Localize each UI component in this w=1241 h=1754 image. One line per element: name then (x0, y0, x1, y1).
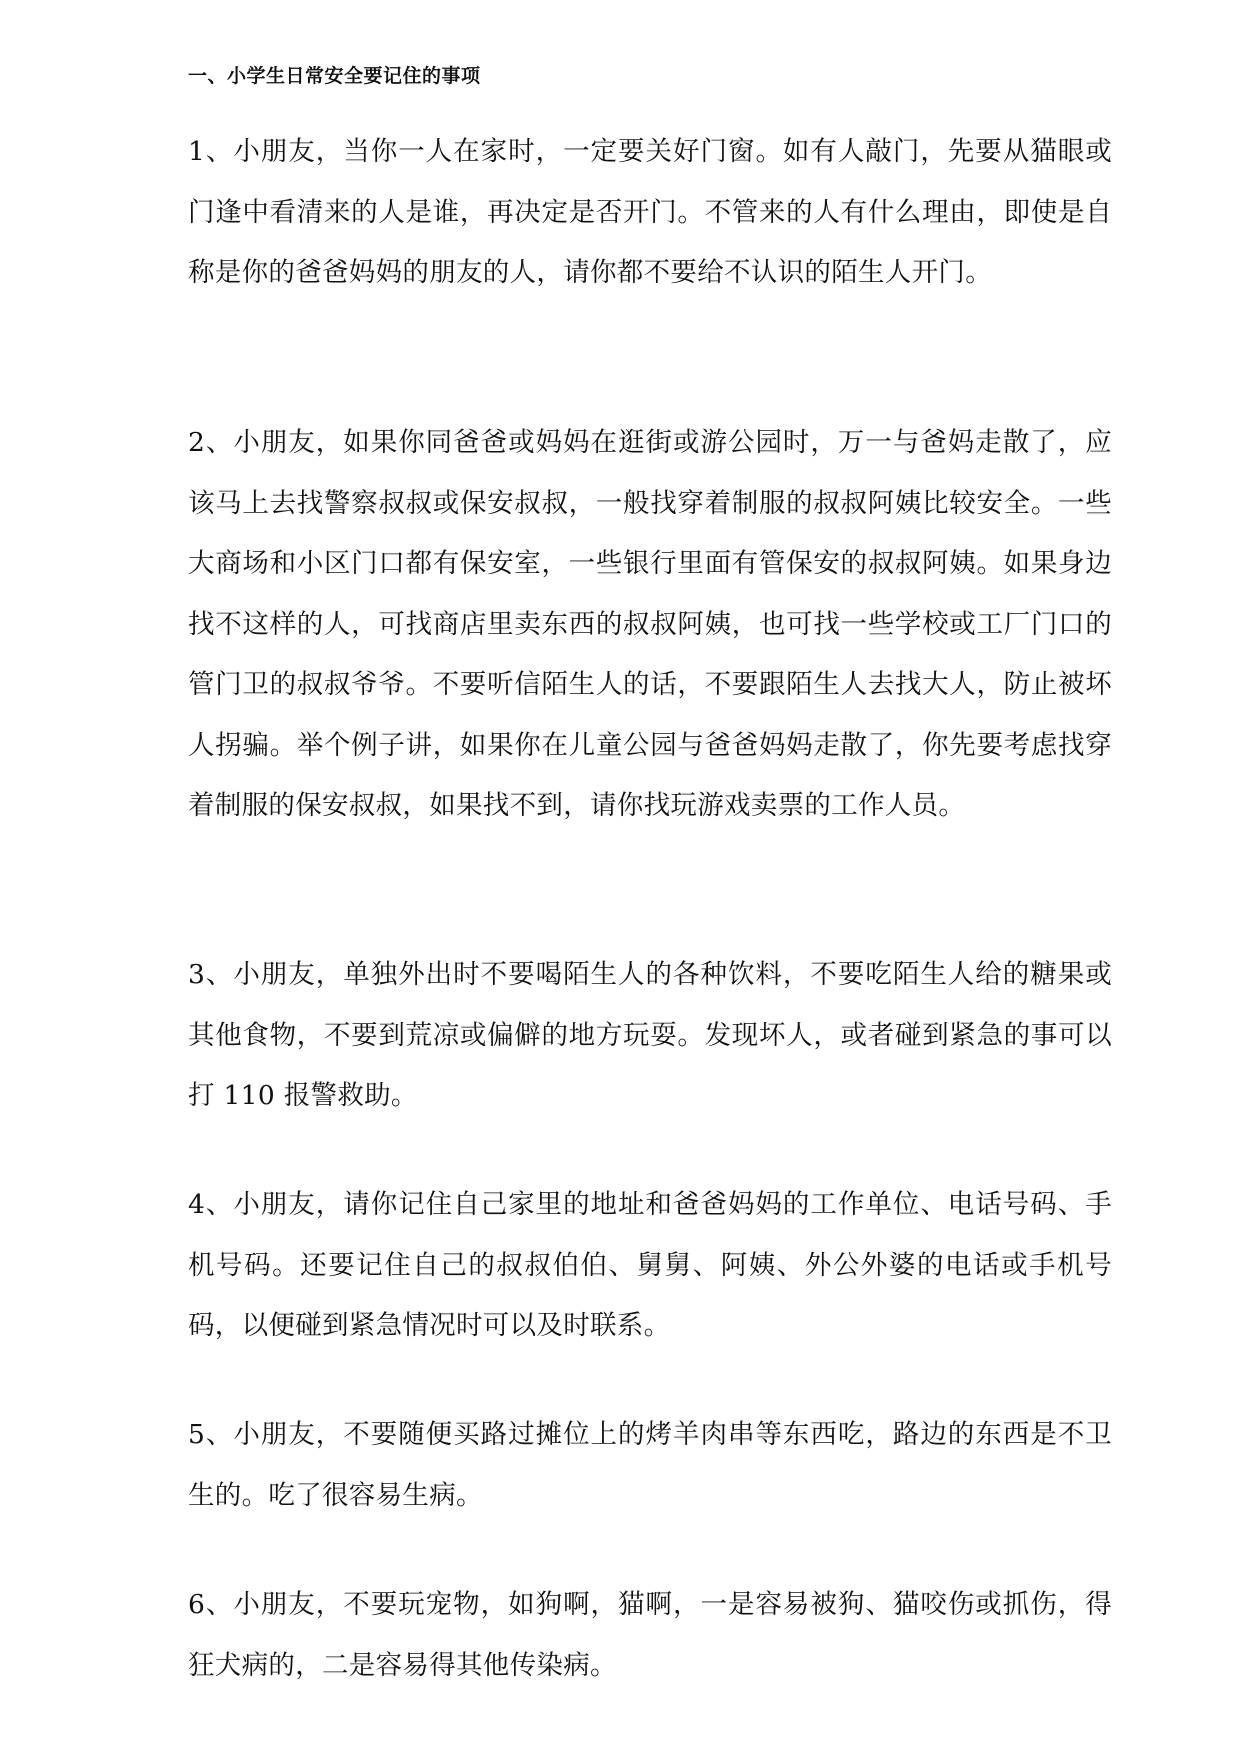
paragraph-1: 1、小朋友，当你一人在家时，一定要关好门窗。如有人敲门，先要从猫眼或门逢中看清来的人是谁，再决定是否开门。不管来的人有什么理由，即使是自称是你的爸爸妈妈的朋友的人，请你都不要给不认识的陌生人开门。 (188, 136, 1112, 288)
section-heading: 一、小学生日常安全要记住的事项 (188, 65, 481, 87)
paragraph-3: 3、小朋友，单独外出时不要喝陌生人的各种饮料，不要吃陌生人给的糖果或其他食物，不要到荒凉或偏僻的地方玩耍。发现坏人，或者碰到紧急的事可以打 110 报警救助。 (188, 959, 1112, 1111)
paragraph-5: 5、小朋友，不要随便买路过摊位上的烤羊肉串等东西吃，路边的东西是不卫生的。吃了很容易生病。 (188, 1419, 1112, 1511)
paragraph-4: 4、小朋友，请你记住自己家里的地址和爸爸妈妈的工作单位、电话号码、手机号码。还要记住自己的叔叔伯伯、舅舅、阿姨、外公外婆的电话或手机号码，以便碰到紧急情况时可以及时联系。 (188, 1189, 1112, 1341)
paragraph-2: 2、小朋友，如果你同爸爸或妈妈在逛街或游公园时，万一与爸妈走散了，应该马上去找警察叔叔或保安叔叔，一般找穿着制服的叔叔阿姨比较安全。一些大商场和小区门口都有保安室，一些银行里面有管保安的叔叔阿姨。如果身边找不这样的人，可找商店里卖东西的叔叔阿姨，也可找一些学校或工厂门口的管门卫的叔叔爷爷。不要听信陌生人的话，不要跟陌生人去找大人，防止被坏人拐骗。举个例子讲，如果你在儿童公园与爸爸妈妈走散了，你先要考虑找穿着制服的保安叔叔，如果找不到，请你找玩游戏卖票的工作人员。 (188, 427, 1112, 821)
paragraph-6: 6、小朋友，不要玩宠物，如狗啊，猫啊，一是容易被狗、猫咬伤或抓伤，得狂犬病的，二是容易得其他传染病。 (188, 1589, 1112, 1681)
